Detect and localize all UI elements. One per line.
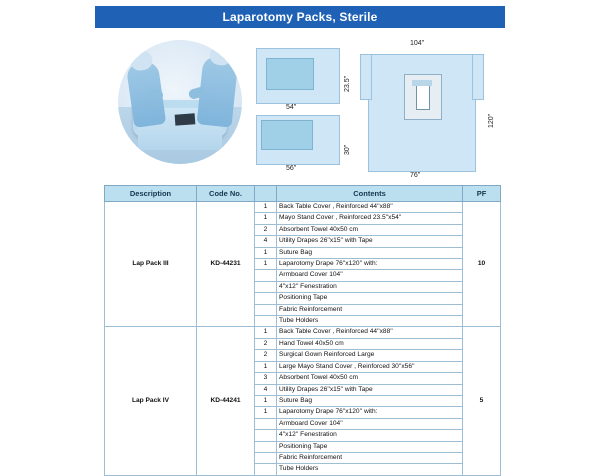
item-quantity: 1	[255, 213, 277, 224]
item-contents: Laparotomy Drape 76''x120'' with:	[277, 407, 463, 418]
item-quantity	[255, 293, 277, 304]
photo-surgeon-right	[196, 56, 238, 129]
item-contents: 4''x12'' Fenestration	[277, 430, 463, 441]
item-quantity	[255, 441, 277, 452]
page-title: Laparotomy Packs, Sterile	[95, 6, 505, 28]
item-contents: Surgical Gown Reinforced Large	[277, 350, 463, 361]
item-quantity: 2	[255, 350, 277, 361]
photo-surgeon-left-arm	[149, 88, 166, 102]
column-header-pf: PF	[463, 186, 501, 202]
item-contents: Armboard Cover 104''	[277, 418, 463, 429]
item-quantity: 2	[255, 224, 277, 235]
back-table-cover-height-label: 23.5"	[344, 75, 351, 92]
item-quantity	[255, 452, 277, 463]
specification-table	[104, 185, 500, 476]
item-quantity	[255, 270, 277, 281]
item-contents: Utility Drapes 26''x15'' with Tape	[277, 384, 463, 395]
column-header-code: Code No.	[197, 186, 255, 202]
item-contents: Laparotomy Drape 76''x120'' with:	[277, 259, 463, 270]
illustration-area	[0, 30, 600, 182]
item-quantity	[255, 464, 277, 475]
item-quantity: 4	[255, 384, 277, 395]
item-contents: Utility Drapes 26''x15'' with Tape	[277, 236, 463, 247]
back-table-cover-width-label: 54"	[286, 104, 297, 111]
diagram-laparotomy-drape	[360, 40, 495, 180]
item-quantity: 1	[255, 247, 277, 258]
item-contents: Fabric Reinforcement	[277, 452, 463, 463]
item-contents: 4''x12'' Fenestration	[277, 281, 463, 292]
laparotomy-drape-armboard-left	[360, 54, 372, 100]
laparotomy-drape-height-label: 120"	[488, 113, 495, 128]
photo-surgeon-right-head	[209, 44, 233, 66]
laparotomy-drape-armboard-right	[472, 54, 484, 100]
diagram-back-table-cover	[256, 48, 351, 111]
item-quantity: 2	[255, 338, 277, 349]
photo-surgeon-left-head	[129, 49, 154, 72]
item-quantity: 1	[255, 327, 277, 338]
pack-code: KD-44241	[197, 327, 255, 475]
laparotomy-drape-incise-strip	[412, 80, 432, 86]
item-quantity: 1	[255, 407, 277, 418]
pack-pf: 5	[463, 327, 501, 475]
pack-description: Lap Pack III	[105, 202, 197, 327]
pack-code: KD-44231	[197, 202, 255, 327]
column-header-qty	[255, 186, 277, 202]
table-header-row	[105, 186, 501, 202]
surgical-team-photo	[118, 40, 242, 164]
item-contents: Tube Holders	[277, 316, 463, 327]
mayo-stand-cover-width-label: 56"	[286, 165, 297, 172]
laparotomy-drape-top-label: 104"	[410, 40, 425, 47]
item-contents: Hand Towel 40x50 cm	[277, 338, 463, 349]
item-contents: Positioning Tape	[277, 441, 463, 452]
mayo-stand-cover-height-label: 30"	[344, 144, 351, 155]
item-contents: Positioning Tape	[277, 293, 463, 304]
item-quantity: 1	[255, 202, 277, 213]
back-table-cover-reinforcement	[266, 58, 314, 90]
item-contents: Absorbent Towel 40x50 cm	[277, 373, 463, 384]
column-header-contents: Contents	[277, 186, 463, 202]
item-contents: Large Mayo Stand Cover , Reinforced 30''x56''	[277, 361, 463, 372]
table-row	[105, 327, 501, 338]
item-contents: Suture Bag	[277, 395, 463, 406]
photo-instrument	[175, 114, 196, 127]
item-quantity: 3	[255, 373, 277, 384]
item-contents: Back Table Cover , Reinforced 44''x88''	[277, 327, 463, 338]
laparotomy-drape-width-label: 76"	[410, 172, 421, 179]
item-quantity	[255, 281, 277, 292]
item-quantity: 1	[255, 361, 277, 372]
item-contents: Fabric Reinforcement	[277, 304, 463, 315]
pack-pf: 10	[463, 202, 501, 327]
item-quantity	[255, 418, 277, 429]
table-row	[105, 202, 501, 213]
diagram-mayo-stand-cover	[256, 115, 351, 177]
item-quantity: 4	[255, 236, 277, 247]
item-contents: Suture Bag	[277, 247, 463, 258]
item-quantity	[255, 316, 277, 327]
photo-surgeon-right-arm	[187, 86, 206, 100]
laparotomy-drape-fenestration	[416, 84, 430, 110]
column-header-description: Description	[105, 186, 197, 202]
item-contents: Back Table Cover , Reinforced 44''x88''	[277, 202, 463, 213]
mayo-stand-cover-reinforcement	[261, 120, 313, 150]
item-contents: Tube Holders	[277, 464, 463, 475]
item-quantity: 1	[255, 395, 277, 406]
item-contents: Absorbent Towel 40x50 cm	[277, 224, 463, 235]
pack-description: Lap Pack IV	[105, 327, 197, 475]
item-contents: Mayo Stand Cover , Reinforced 23.5''x54''	[277, 213, 463, 224]
item-quantity	[255, 304, 277, 315]
item-quantity: 1	[255, 259, 277, 270]
item-contents: Armboard Cover 104''	[277, 270, 463, 281]
item-quantity	[255, 430, 277, 441]
